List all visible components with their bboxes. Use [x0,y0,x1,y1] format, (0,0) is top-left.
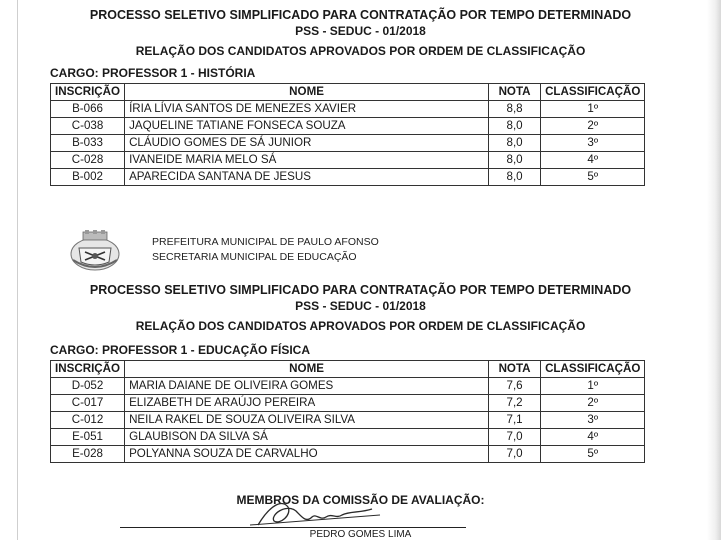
cell-inscricao: C-017 [51,395,125,412]
municipal-seal-icon [67,230,123,277]
section1-cargo: CARGO: PROFESSOR 1 - HISTÓRIA [50,66,256,80]
table-row [51,101,645,118]
cell-nota: 8,0 [489,118,541,135]
table-row [51,395,645,412]
table-row [51,135,645,152]
cell-classificacao: 5º [541,446,645,463]
cell-nota: 7,1 [489,412,541,429]
cell-nome: IVANEIDE MARIA MELO SÁ [125,152,489,169]
cell-nota: 8,0 [489,152,541,169]
signer-name: PEDRO GOMES LIMA [309,529,412,540]
cell-nome: CLÁUDIO GOMES DE SÁ JUNIOR [125,135,489,152]
cell-nome: APARECIDA SANTANA DE JESUS [125,169,489,186]
section2-subtitle: PSS - SEDUC - 01/2018 [295,299,426,313]
section2-title: PROCESSO SELETIVO SIMPLIFICADO PARA CONTRATAÇÃO POR TEMPO DETERMINADO [89,283,632,297]
section1-subtitle: PSS - SEDUC - 01/2018 [295,24,426,38]
header-inscricao: INSCRIÇÃO [51,361,125,378]
cell-nota: 7,0 [489,446,541,463]
header-inscricao: INSCRIÇÃO [51,84,125,101]
cell-classificacao: 1º [541,101,645,118]
cell-inscricao: B-066 [51,101,125,118]
cell-inscricao: D-052 [51,378,125,395]
cell-nota: 8,0 [489,135,541,152]
cell-nome: POLYANNA SOUZA DE CARVALHO [125,446,489,463]
cell-nome: ÍRIA LÍVIA SANTOS DE MENEZES XAVIER [125,101,489,118]
table-header-row [51,84,645,101]
table-row [51,429,645,446]
cell-nome: GLAUBISON DA SILVA SÁ [125,429,489,446]
cell-nome: ELIZABETH DE ARAÚJO PEREIRA [125,395,489,412]
cell-nome: MARIA DAIANE DE OLIVEIRA GOMES [125,378,489,395]
header-classificacao: CLASSIFICAÇÃO [541,361,645,378]
cell-nota: 7,6 [489,378,541,395]
letterhead-secretaria: SECRETARIA MUNICIPAL DE EDUCAÇÃO [152,251,357,263]
cell-classificacao: 3º [541,135,645,152]
cell-nome: NEILA RAKEL DE SOUZA OLIVEIRA SILVA [125,412,489,429]
cell-inscricao: B-002 [51,169,125,186]
cell-classificacao: 4º [541,429,645,446]
header-nota: NOTA [489,361,541,378]
cell-classificacao: 5º [541,169,645,186]
section2-relacao: RELAÇÃO DOS CANDIDATOS APROVADOS POR ORDEM DE CLASSIFICAÇÃO [135,319,586,333]
section1-relacao: RELAÇÃO DOS CANDIDATOS APROVADOS POR ORDEM DE CLASSIFICAÇÃO [135,44,586,58]
cell-inscricao: B-033 [51,135,125,152]
table-row [51,412,645,429]
cell-inscricao: E-051 [51,429,125,446]
cell-nome: JAQUELINE TATIANE FONSECA SOUZA [125,118,489,135]
page-edge-line [17,0,18,540]
section1-title: PROCESSO SELETIVO SIMPLIFICADO PARA CONTRATAÇÃO POR TEMPO DETERMINADO [89,8,632,22]
commission-members-heading: MEMBROS DA COMISSÃO DE AVALIAÇÃO: [236,493,485,507]
cell-inscricao: C-012 [51,412,125,429]
cell-nota: 8,8 [489,101,541,118]
cell-inscricao: C-028 [51,152,125,169]
table-row [51,152,645,169]
cell-classificacao: 4º [541,152,645,169]
cell-nota: 7,0 [489,429,541,446]
table-row [51,169,645,186]
cell-classificacao: 1º [541,378,645,395]
cell-classificacao: 2º [541,118,645,135]
header-nota: NOTA [489,84,541,101]
results-table-historia [50,83,645,186]
header-nome: NOME [125,361,489,378]
scan-shadow [707,0,721,540]
table-header-row [51,361,645,378]
table-row [51,118,645,135]
results-table-educacao-fisica [50,360,645,463]
section2-cargo: CARGO: PROFESSOR 1 - EDUCAÇÃO FÍSICA [50,343,311,357]
header-classificacao: CLASSIFICAÇÃO [541,84,645,101]
cell-nota: 7,2 [489,395,541,412]
table-row [51,446,645,463]
header-nome: NOME [125,84,489,101]
cell-nota: 8,0 [489,169,541,186]
cell-inscricao: E-028 [51,446,125,463]
letterhead-prefeitura: PREFEITURA MUNICIPAL DE PAULO AFONSO [152,236,379,248]
table-row [51,378,645,395]
signature-line [120,527,466,528]
cell-inscricao: C-038 [51,118,125,135]
cell-classificacao: 2º [541,395,645,412]
cell-classificacao: 3º [541,412,645,429]
